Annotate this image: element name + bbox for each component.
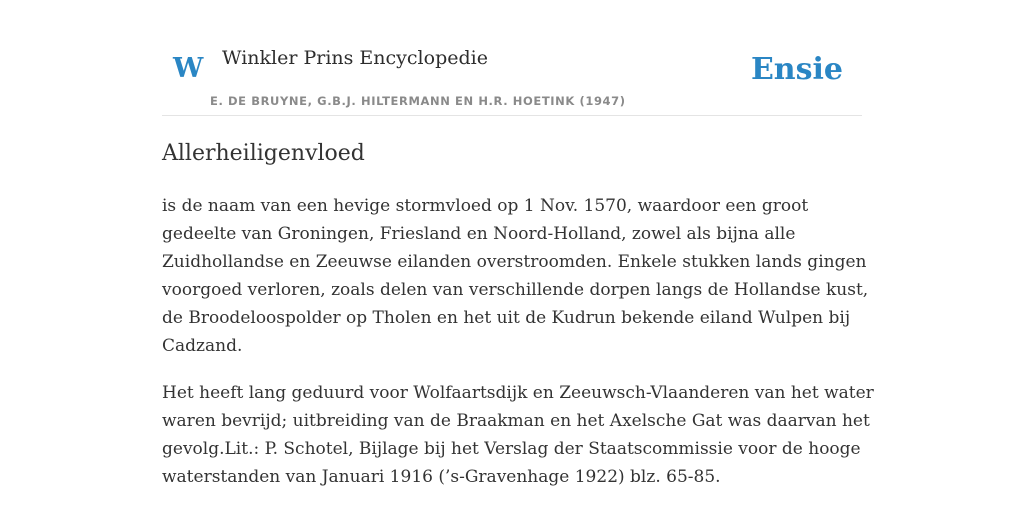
paragraph-line: Het heeft lang geduurd voor Wolfaartsdijk en Zeeuwsch-Vlaanderen van het water [162,383,874,403]
article-body [162,192,874,510]
brand-logo[interactable]: Ensie [750,52,843,87]
article-paragraph [162,379,874,491]
article-title: Allerheiligenvloed [162,141,365,166]
paragraph-line: voorgoed verloren, zoals delen van verschillende dorpen langs de Hollandse kust, [162,280,869,300]
article-paragraph [162,192,869,360]
page [162,0,874,512]
paragraph-line: de Broodeloospolder op Tholen en het uit de Kudrun bekende eiland Wulpen bij [162,308,851,328]
source-authors: E. DE BRUYNE, G.B.J. HILTERMANN EN H.R. HOETINK (1947) [210,94,626,108]
paragraph-line: Cadzand. [162,336,243,356]
paragraph-line: waren bevrijd; uitbreiding van de Braakman en het Axelsche Gat was daarvan het [162,411,870,431]
source-logo[interactable]: W [173,53,204,84]
paragraph-line: gevolg.Lit.: P. Schotel, Bijlage bij het Verslag der Staatscommissie voor de hooge [162,439,861,459]
paragraph-line: Zuidhollandse en Zeeuwse eilanden overstroomden. Enkele stukken lands gingen [162,252,867,272]
paragraph-line: is de naam van een hevige stormvloed op 1 Nov. 1570, waardoor een groot [162,196,809,216]
paragraph-line: gedeelte van Groningen, Friesland en Noord-Holland, zowel als bijna alle [162,224,796,244]
source-title[interactable]: Winkler Prins Encyclopedie [222,47,488,69]
paragraph-line: waterstanden van Januari 1916 (’s-Gravenhage 1922) blz. 65-85. [162,467,721,487]
header [162,0,862,116]
